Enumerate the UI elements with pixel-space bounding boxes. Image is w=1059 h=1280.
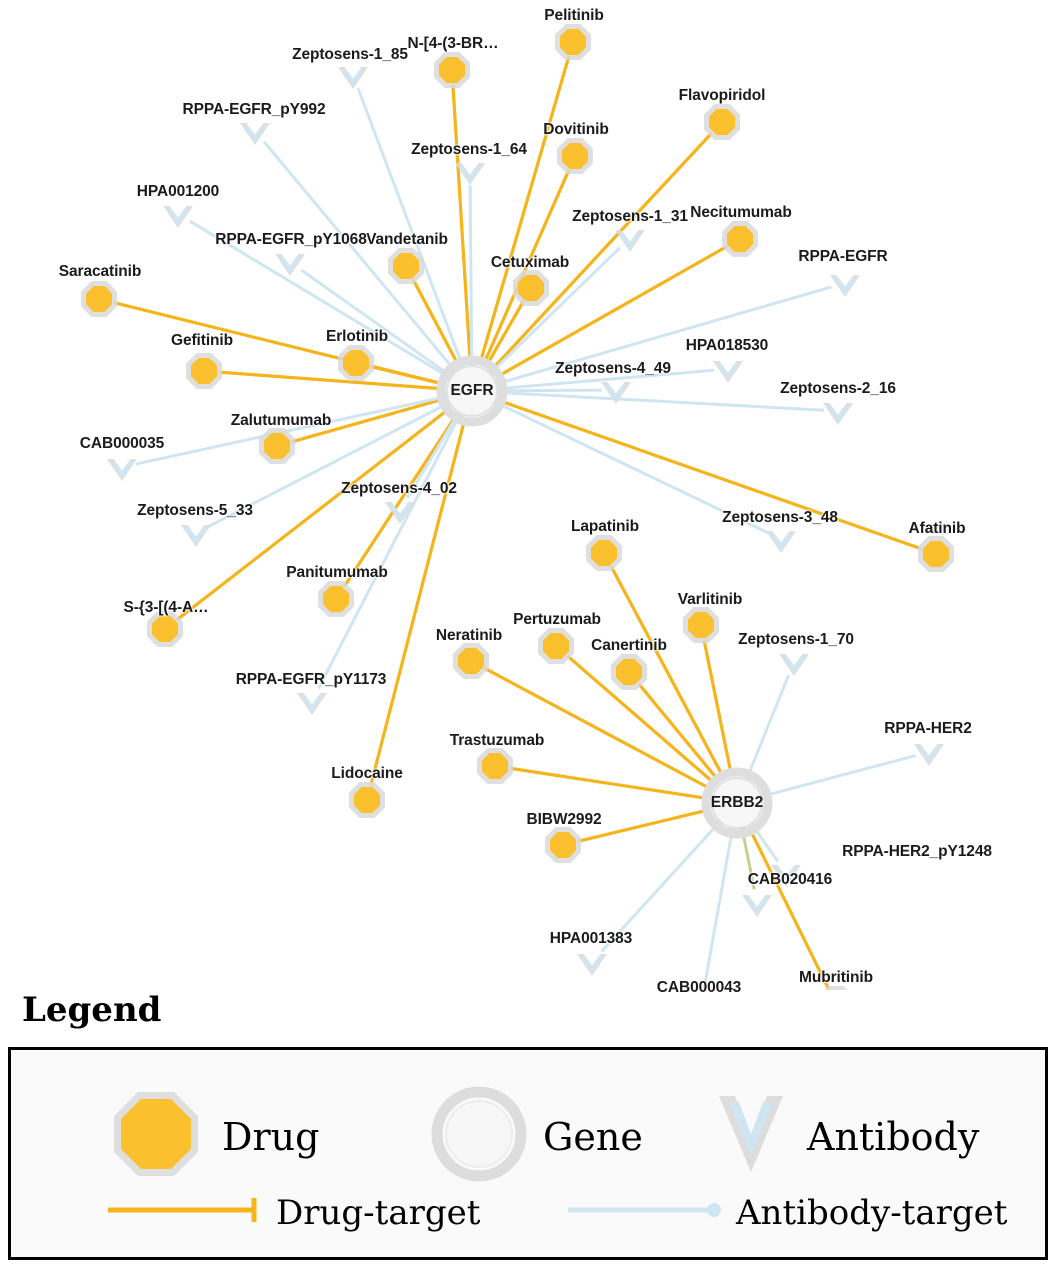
drug-node[interactable] [586,535,622,571]
antibody-node-label: RPPA-EGFR_pY992 [182,101,326,118]
antibody-node-label: RPPA-HER2 [884,720,972,737]
drug-node-label: Dovitinib [543,121,609,138]
drug-node-label: Lapatinib [571,518,639,535]
antibody-node[interactable] [779,654,809,676]
edge-drug-target [578,810,708,841]
antibody-chevron-icon [711,1086,791,1187]
edge-antibody-target [702,831,732,990]
drug-node[interactable] [388,248,424,284]
antibody-node[interactable] [766,531,796,553]
legend-box [8,1047,1048,1260]
antibody-node-label: RPPA-EGFR [798,248,888,265]
antibody-node-label: Zeptosens-4_49 [555,360,671,377]
antibody-node[interactable] [107,459,137,481]
drug-node-label: Mubritinib [799,969,873,986]
antibody-node-label: Zeptosens-5_33 [137,502,253,519]
legend-item-drug-target [106,1192,480,1233]
legend-label-gene: Gene [543,1114,643,1159]
edge-drug-target [704,640,731,774]
edge-drug-target [453,85,470,361]
drug-node[interactable] [147,611,183,647]
drug-node-label: Cetuximab [490,254,570,271]
antibody-node[interactable] [914,744,944,766]
drug-node[interactable] [349,782,385,818]
drug-node[interactable] [704,104,740,140]
antibody-node[interactable] [823,403,853,425]
antibody-target-edge-icon [566,1192,726,1233]
drug-node-label: Panitumumab [286,564,388,581]
antibody-node-label: Zeptosens-1_64 [411,141,527,158]
drug-node-label: N-[4-(3-BR… [407,35,499,52]
legend-label-drug: Drug [222,1114,320,1159]
drug-node-label: Canertinib [591,637,667,654]
antibody-node-label: Zeptosens-3_48 [722,509,838,526]
drug-node-label: Trastuzumab [449,732,545,749]
legend-item-antibody-target [566,1192,1007,1233]
antibody-node-label: CAB000035 [79,435,165,452]
antibody-node-label: HPA001200 [136,183,220,200]
antibody-node-label: CAB000043 [656,979,742,996]
drug-node-label: Varlitinib [677,591,743,608]
antibody-node-label: RPPA-EGFR_pY1173 [235,671,387,688]
edge-antibody-target [601,824,718,952]
edge-antibody-target [470,185,472,363]
antibody-node-label: HPA018530 [685,337,769,354]
drug-node[interactable] [81,281,117,317]
legend-item-antibody [711,1086,979,1187]
antibody-node-label: Zeptosens-1_70 [738,631,854,648]
drug-node[interactable] [722,221,758,257]
drug-node[interactable] [186,353,222,389]
antibody-node[interactable] [830,275,860,297]
edge-drug-target [291,399,443,442]
drug-node-label: Gefitinib [171,332,233,349]
drug-node-label: S-{3-[(4-A… [123,599,209,616]
edge-drug-target [498,246,727,376]
drug-node[interactable] [555,24,591,60]
antibody-node[interactable] [742,895,772,917]
legend-label-antibody: Antibody [807,1114,980,1159]
antibody-node[interactable] [275,254,305,276]
antibody-node[interactable] [181,525,211,547]
legend-node-row [11,1078,1045,1178]
antibody-node-label: Zeptosens-1_85 [292,46,408,63]
drug-node[interactable] [477,748,513,784]
edge-drug-target [639,684,718,780]
drug-node-label: Pertuzumab [513,611,601,628]
edge-antibody-target [742,830,754,889]
drug-node-label: Lidocaine [331,765,403,782]
gene-node-label: EGFR [450,382,494,399]
drug-node[interactable] [453,643,489,679]
drug-octagon-icon [106,1086,206,1187]
drug-node[interactable] [338,345,374,381]
drug-node[interactable] [259,428,295,464]
drug-node[interactable] [683,607,719,643]
legend-item-drug [106,1086,319,1187]
gene-circle-icon [431,1086,527,1187]
drug-node-label: Pelitinib [544,7,604,24]
drug-node[interactable] [434,52,470,88]
edge-drug-target [750,830,829,990]
antibody-node-label: CAB020416 [747,871,833,888]
drug-node[interactable] [557,138,593,174]
drug-node-label: Neratinib [435,627,503,644]
drug-node-label: Erlotinib [326,328,388,345]
legend-title: Legend [22,990,162,1030]
antibody-node-label: Zeptosens-4_02 [341,480,457,497]
drug-node-label: Vandetanib [366,231,448,248]
antibody-node[interactable] [297,693,327,715]
edge-drug-target [492,133,711,369]
drug-node[interactable] [318,581,354,617]
legend-label-antibody-target: Antibody-target [736,1192,1008,1233]
drug-node-label: Flavopiridol [678,87,766,104]
antibody-node-label: Zeptosens-2_16 [780,380,896,397]
drug-node[interactable] [545,827,581,863]
edge-drug-target [371,367,443,384]
edge-drug-target [480,56,568,362]
edge-antibody-target [407,415,457,498]
edge-antibody-target [358,88,462,365]
edge-drug-target [500,401,922,549]
gene-node-label: ERBB2 [710,794,764,811]
drug-node-label: Necitumumab [690,204,792,221]
antibody-node-label: RPPA-HER2_pY1248 [842,843,992,860]
antibody-node[interactable] [577,954,607,976]
drug-target-edge-icon [106,1192,266,1233]
antibody-node[interactable] [163,206,193,228]
legend-label-drug-target: Drug-target [276,1192,481,1233]
edge-antibody-target [500,390,602,391]
edge-antibody-target [500,393,824,411]
antibody-node[interactable] [713,361,743,383]
drug-node-label: Zalutumumab [230,412,332,429]
drug-node[interactable] [513,270,549,306]
edge-drug-target [344,416,455,586]
edge-antibody-target [264,142,454,370]
edge-antibody-target [747,675,788,777]
drug-node[interactable] [538,628,574,664]
antibody-node[interactable] [338,67,368,89]
drug-node-label: BIBW2992 [526,811,602,828]
edge-antibody-target [301,270,449,375]
drug-node[interactable] [611,654,647,690]
antibody-node-label: HPA001383 [549,930,633,947]
drug-node-label: Afatinib [908,520,966,537]
drug-node[interactable] [918,536,954,572]
edge-antibody-target [499,287,832,383]
legend-item-gene [431,1086,643,1187]
antibody-node-label: RPPA-EGFR_pY1068 [215,231,367,248]
legend-edge-row [11,1190,1045,1250]
drug-node-label: Saracatinib [58,263,142,280]
edge-antibody-target [497,403,768,533]
legend-panel [0,985,1059,1280]
antibody-node-label: Zeptosens-1_31 [572,208,688,225]
edge-antibody-target [764,756,915,796]
